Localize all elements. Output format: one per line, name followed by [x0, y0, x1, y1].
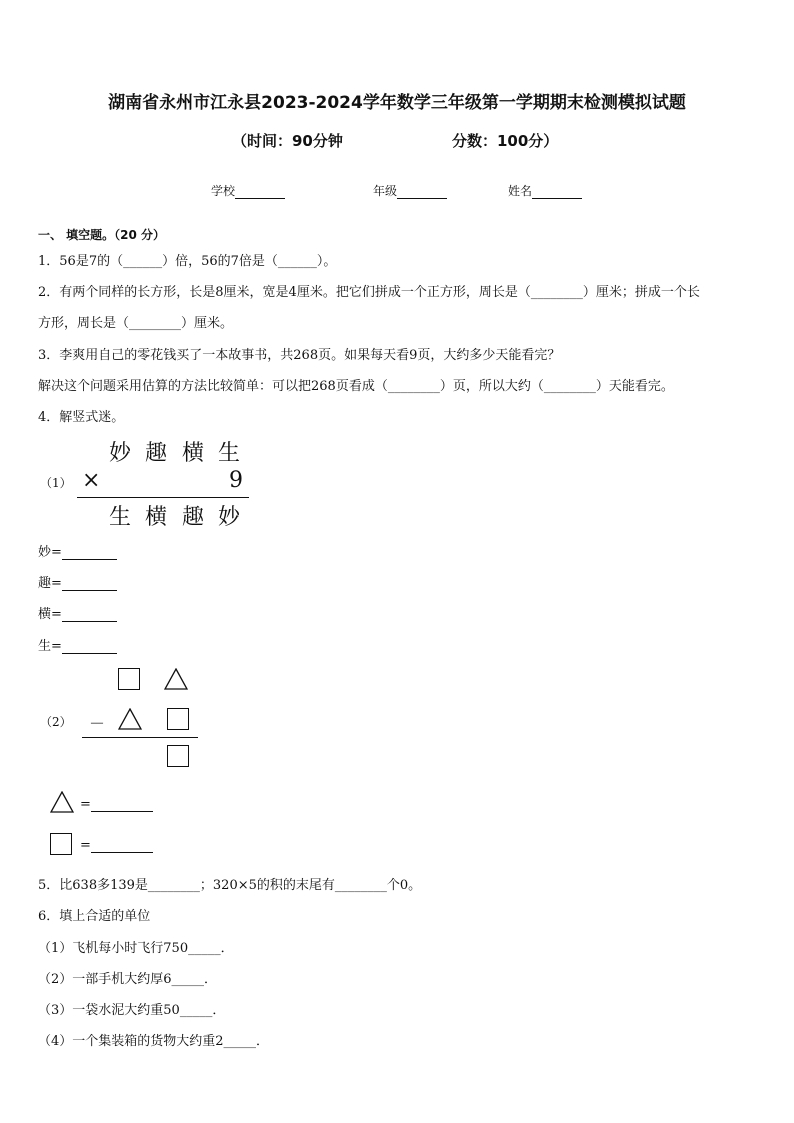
question-6-item: （4）一个集装箱的货物大约重2_____． [38, 1034, 270, 1049]
answer-qu[interactable] [38, 572, 117, 591]
puzzle1-top-3: 横 [182, 441, 205, 466]
grade-field[interactable] [373, 182, 447, 199]
square-icon [167, 745, 189, 767]
grade-label: 年级 [373, 184, 398, 198]
question-3-line-1: 3．李爽用自己的零花钱买了一本故事书，共268页。如果每天看9页，大约多少天能看完？ [38, 348, 561, 363]
puzzle1-operator: × [82, 468, 101, 493]
answer-label: 横= [38, 607, 62, 622]
question-3-line-2: 解决这个问题采用估算的方法比较简单：可以把268页看成（________）页，所以大约（________）天能看完。 [38, 379, 674, 394]
puzzle1-top-1: 妙 [109, 441, 132, 466]
exam-time: （时间：90分钟 [232, 132, 343, 150]
page-title: 湖南省永州市江永县2023-2024学年数学三年级第一学期期末检测模拟试题 [108, 93, 686, 113]
answer-label: 趣= [38, 576, 62, 591]
puzzle1-bottom-1: 生 [109, 505, 132, 530]
puzzle1-label: （1） [40, 476, 72, 490]
puzzle1-bottom-4: 妙 [218, 505, 241, 530]
name-field[interactable] [508, 182, 582, 199]
answer-miao[interactable] [38, 541, 117, 560]
question-6-item: （1）飞机每小时飞行750_____． [38, 941, 234, 956]
question-6-item: （3）一袋水泥大约重50_____． [38, 1003, 226, 1018]
puzzle1-rule [77, 497, 249, 498]
puzzle1-top-2: 趣 [145, 441, 168, 466]
question-5: 5．比638多139是________；320×5的积的末尾有________个0。 [38, 878, 422, 893]
puzzle2-rule [82, 737, 198, 738]
section-heading: 一、 填空题。（20 分） [38, 228, 166, 242]
question-6: 6．填上合适的单位 [38, 909, 151, 924]
puzzle2-operator: － [89, 714, 106, 733]
answer-label: = [80, 797, 91, 812]
answer-label: = [80, 838, 91, 853]
puzzle1-top-4: 生 [218, 441, 241, 466]
name-label: 姓名 [508, 184, 533, 198]
square-answer[interactable] [80, 838, 153, 853]
puzzle1-multiplier: 9 [229, 468, 243, 493]
square-icon [118, 668, 140, 690]
triangle-answer[interactable] [80, 797, 153, 812]
question-6-item: （2）一部手机大约厚6_____． [38, 972, 218, 987]
answer-label: 妙= [38, 545, 62, 560]
square-icon [167, 708, 189, 730]
puzzle2-label: （2） [40, 715, 72, 729]
triangle-icon [50, 791, 74, 813]
puzzle1-bottom-3: 趣 [182, 505, 205, 530]
triangle-icon [164, 668, 188, 690]
question-2-line-1: 2．有两个同样的长方形，长是8厘米，宽是4厘米。把它们拼成一个正方形，周长是（________）厘米；拼成一个长 [38, 285, 700, 300]
question-2-line-2: 方形，周长是（________）厘米。 [38, 316, 234, 331]
question-4: 4．解竖式迷。 [38, 410, 125, 425]
question-1: 1．56是7的（______）倍，56的7倍是（______）。 [38, 254, 337, 269]
answer-label: 生= [38, 639, 62, 654]
school-field[interactable] [211, 182, 285, 199]
puzzle1-bottom-2: 横 [145, 505, 168, 530]
answer-sheng[interactable] [38, 635, 117, 654]
square-icon [50, 833, 72, 855]
answer-heng[interactable] [38, 603, 117, 622]
exam-score: 分数：100分） [452, 132, 559, 150]
triangle-icon [118, 708, 142, 730]
school-label: 学校 [211, 184, 236, 198]
